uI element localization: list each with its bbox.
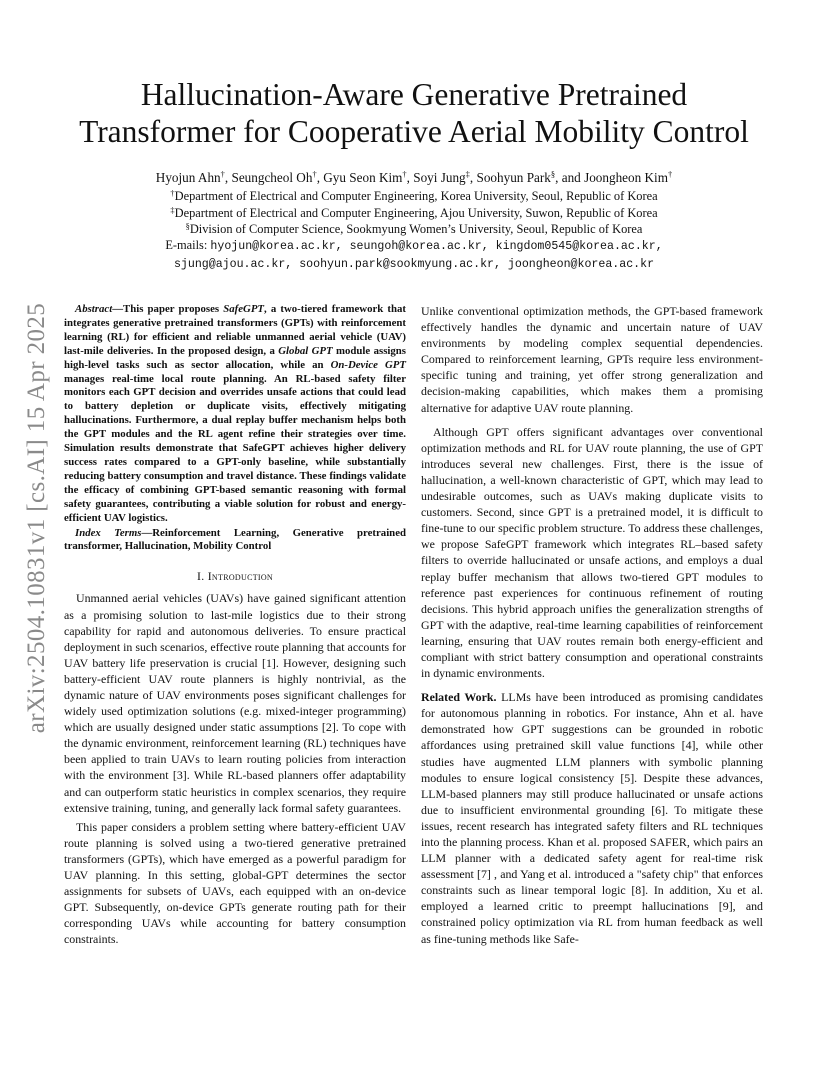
index-terms-separator: — bbox=[141, 526, 153, 539]
affiliation-ajou bbox=[40, 206, 788, 221]
abstract-emphasis: Global GPT bbox=[278, 344, 333, 357]
affiliation-korea bbox=[40, 189, 788, 204]
section-title: Introduction bbox=[207, 569, 274, 584]
related-work-text: LLMs have been introduced as promising candidates for autonomous planning in robotics. For instance, Ahn et al. have demonstrated how GPT suggestions can be grounded in robotic affordances using pretrained skill value functions [4], while other studies have augmented LLM planners with symbolic planning modules to ensure logical consistency [5]. Despite these advances, LLM-based planners may still produce hallucinated or unsafe actions due to insufficient environmental grounding [6]. To mitigate these issues, recent research has integrated safety filters and RL techniques into the planning process. Khan et al. proposed SAFER, which pairs an LLM planner with a dedicated safety agent for real-time risk assessment [7] , and Yang et al. introduced a "safety chip" that enforces constraints such as linear temporal logic [8]. In addition, Xu et al. employed a learned critic to preempt hallucinations [9], and constrained policy optimization via RL from human feedback as well as fine-tuning methods like Safe- bbox=[421, 690, 764, 946]
affiliation-mark: ‡ bbox=[170, 205, 175, 215]
author-mark: † bbox=[220, 169, 225, 179]
emails-line-1 bbox=[40, 238, 788, 253]
abstract-separator: — bbox=[112, 303, 123, 315]
body-paragraph: This paper considers a problem setting where battery-efficient UAV route planning is solved using a two-tiered generative pretrained transformers (GPTs), which have emerged as a powerful paradigm for UAV planning. In this setting, global-GPT determines the sector assignments for subsets of UAVs, each equipped with an on-device GPT. Subsequently, on-device GPTs generate routing path for their corresponding UAVs while accounting for battery consumption constraints. bbox=[64, 819, 406, 947]
author: Seungcheol Oh bbox=[231, 170, 313, 185]
abstract-text: This paper proposes bbox=[123, 303, 224, 315]
affiliation-mark: † bbox=[170, 188, 175, 198]
abstract-text: manages real-time local route planning. An RL-based safety filter monitors each GPT decision and overrides unsafe actions that could lead to battery depletion or duplicate visits, effectively mitigating hallucinations. Furthermore, a dual replay buffer mechanism helps both the GPT modules and the RL agent refine their strategies over time. Simulation results demonstrate that SafeGPT achieves higher delivery success rates compared to a GPT-only baseline, while substantially reducing battery consumption and travel distance. These findings validate the efficacy of combining GPT-based semantic reasoning with formal safety guarantees, contributing a viable solution for robust and energy-efficient UAV logistics. bbox=[64, 372, 406, 524]
section-number: I. bbox=[196, 569, 208, 584]
left-column bbox=[64, 303, 406, 950]
index-terms bbox=[64, 527, 406, 555]
arxiv-identifier: arXiv:2504.10831v1 [cs.AI] 15 Apr 2025 bbox=[23, 302, 50, 734]
abstract-text: module assigns high-level tasks such as sector allocation, while an bbox=[64, 344, 406, 371]
body-paragraph: Although GPT offers significant advantages over conventional optimization methods and RL for UAV route planning, the use of GPT introduces several new challenges. First, there is the issue of hallucination, a well-known characteristic of GPT, which may lead to undesirable outcomes, such as UAVs making duplicate visits to customers. Second, since GPT is a pretrained model, it is difficult to fine-tune to our specific problem structure. To address these challenges, we propose SafeGPT framework which integrates RL–based safety filters to override hallucinated or unsafe actions, and employs a dual replay buffer mechanism that allows two-tiered GPT modules to reference past experiences for continuous refinement of routing decisions. This hybrid approach unifies the generalization strengths of GPT with the adaptive, real-time learning capabilities of reinforcement learning, ensuring that UAV routes remain both energy-efficient and compliant with strict battery consumption and operational constraints in dynamic environments. bbox=[421, 424, 763, 681]
author: Soohyun Park bbox=[476, 170, 551, 185]
author-mark: † bbox=[402, 169, 407, 179]
author: Soyi Jung bbox=[413, 170, 466, 185]
body-paragraph: Unlike conventional optimization methods, the GPT-based framework effectively handles the dynamic and uncertain nature of UAV environments by modeling complex sequential dependencies. Compared to reinforcement learning, GPTs require less environment-specific tuning and training, yet offer strong generalization and decision-making capabilities, which makes them a promising alternative for adaptive UAV route planning. bbox=[421, 304, 763, 415]
paper-title bbox=[40, 76, 788, 150]
abstract-emphasis: SafeGPT bbox=[223, 303, 265, 315]
index-terms-label: Index Terms bbox=[75, 526, 142, 539]
author-mark: † bbox=[667, 169, 673, 179]
related-work-paragraph bbox=[421, 689, 763, 947]
abstract-emphasis: On-Device GPT bbox=[330, 358, 406, 371]
title-line-2: Transformer for Cooperative Aerial Mobility Control bbox=[79, 114, 749, 149]
emails-line-2 bbox=[40, 256, 788, 271]
author: Hyojun Ahn bbox=[155, 170, 221, 185]
affiliation-mark: § bbox=[185, 221, 190, 231]
author-mark: † bbox=[312, 169, 317, 179]
arxiv-side-stamp bbox=[14, 296, 60, 740]
author-mark: ‡ bbox=[465, 169, 470, 179]
related-work-label: Related Work. bbox=[421, 690, 497, 705]
author-mark: § bbox=[550, 169, 556, 179]
section-heading-introduction bbox=[64, 568, 406, 584]
affiliation-text: Division of Computer Science, Sookmyung Women’s University, Seoul, Republic of Korea bbox=[189, 222, 643, 236]
index-terms-text: Reinforcement Learning, Generative pretrained transformer, Hallucination, Mobility Control bbox=[64, 526, 406, 553]
abstract-label: Abstract bbox=[75, 303, 113, 315]
author-list: Hyojun Ahn†, Seungcheol Oh†, Gyu Seon Kim†, Soyi Jung‡, Soohyun Park§, and Joongheon Kim† bbox=[155, 169, 673, 185]
body-paragraph: Unmanned aerial vehicles (UAVs) have gained significant attention as a promising solution to last-mile logistics due to their strong capability for rapid and autonomous deliveries. To ensure practical deployment in such scenarios, effective route planning that accounts for UAV battery life preservation is crucial [1]. However, designing such battery-efficient UAV route planners is highly nontrivial, as the dynamic nature of UAV environments poses significant challenges for widely used optimization solutions (e.g. mixed-integer programming) which are usually designed under static assumptions [2]. To cope with the dynamic environment, reinforcement learning (RL) techniques have been applied to train UAVs to learn routing policies from interaction with the environment [3]. While RL-based planners offer adaptability and can outperform static heuristics in complex scenarios, they require extensive training, tuning, and generally lack formal safety guarantees. bbox=[64, 591, 406, 815]
email-addresses: sjung@ajou.ac.kr, soohyun.park@sookmyung.ac.kr, joongheon@korea.ac.kr bbox=[173, 258, 655, 271]
right-column bbox=[421, 303, 763, 950]
email-addresses: hyojun@korea.ac.kr, seungoh@korea.ac.kr, kingdom0545@korea.ac.kr, bbox=[210, 240, 663, 253]
abstract-text: , a two-tiered framework that integrates generative pretrained transformers (GPTs) with reinforcement learning (RL) for efficient and reliable unmanned aerial vehicle (UAV) last-mile deliveries. In the proposed design, a bbox=[64, 303, 406, 357]
author: Gyu Seon Kim bbox=[323, 170, 403, 185]
abstract bbox=[64, 303, 406, 526]
emails-label: E-mails: bbox=[165, 238, 208, 252]
affiliation-sookmyung bbox=[40, 222, 788, 237]
affiliation-text: Department of Electrical and Computer Engineering, Korea University, Seoul, Republic of Korea bbox=[174, 189, 658, 203]
title-line-1: Hallucination-Aware Generative Pretrained bbox=[140, 77, 688, 112]
author: Joongheon Kim bbox=[584, 170, 668, 185]
affiliation-text: Department of Electrical and Computer Engineering, Ajou University, Suwon, Republic of Korea bbox=[174, 206, 658, 220]
